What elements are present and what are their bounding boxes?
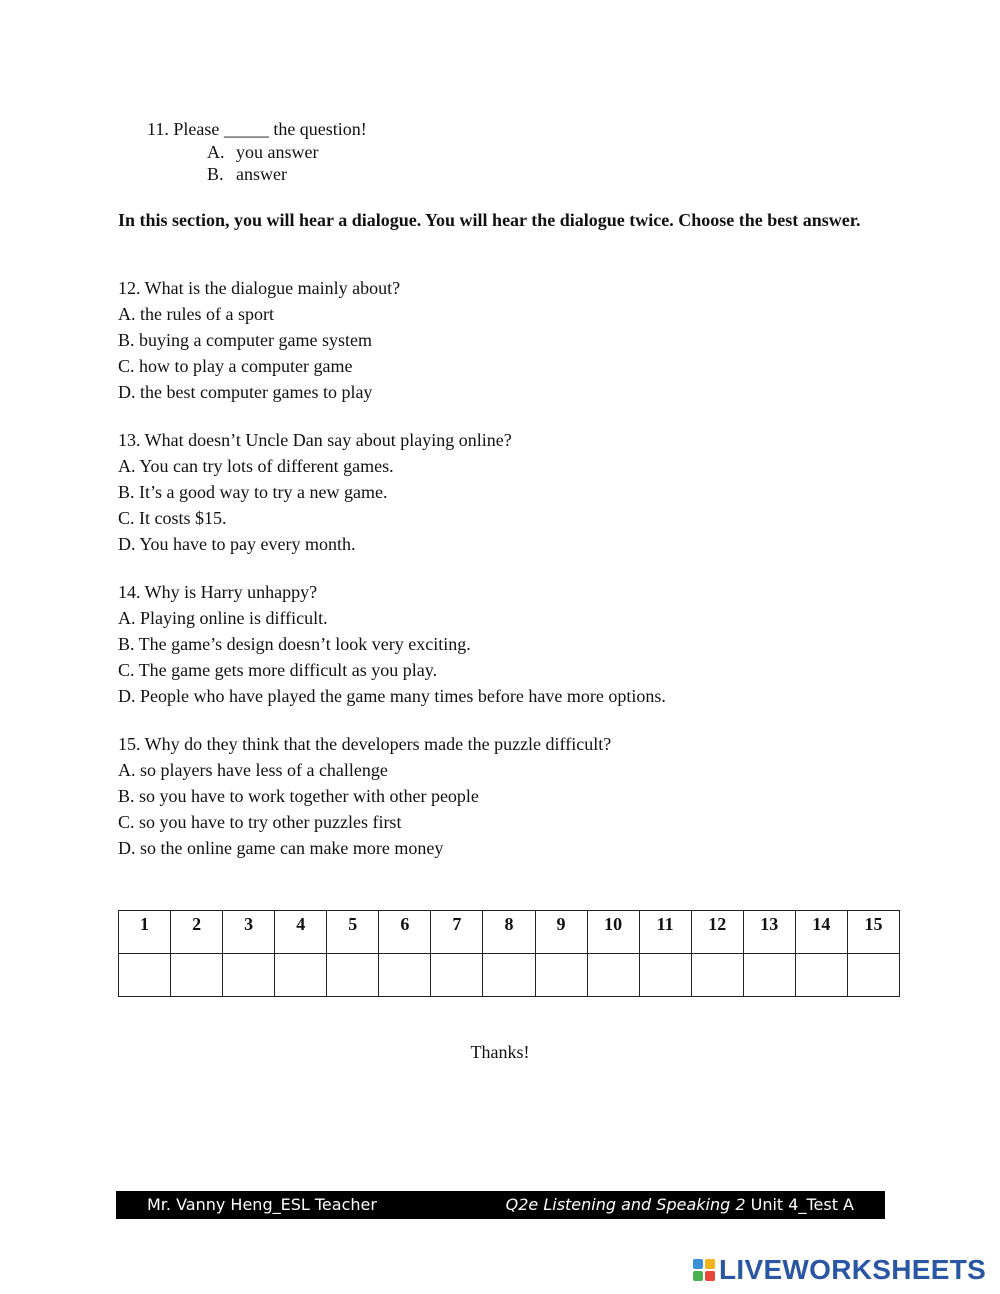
answer-number: 1 xyxy=(119,911,171,954)
answer-cell-13[interactable] xyxy=(743,954,795,997)
option-c[interactable]: C. how to play a computer game xyxy=(118,356,353,376)
option-c[interactable]: C. The game gets more difficult as you play. xyxy=(118,660,438,680)
answer-cell-7[interactable] xyxy=(431,954,483,997)
answer-number: 3 xyxy=(223,911,275,954)
answer-number: 10 xyxy=(587,911,639,954)
answer-grid-input-row xyxy=(119,954,900,997)
answer-number: 12 xyxy=(691,911,743,954)
answer-cell-9[interactable] xyxy=(535,954,587,997)
answer-number: 11 xyxy=(639,911,691,954)
answer-cell-14[interactable] xyxy=(795,954,847,997)
logo-square xyxy=(693,1259,703,1269)
footer-course-unit: Unit 4_Test A xyxy=(745,1195,854,1214)
option-d[interactable]: D. People who have played the game many times before have more options. xyxy=(118,686,666,706)
answer-number: 2 xyxy=(171,911,223,954)
closing-thanks: Thanks! xyxy=(470,1042,530,1062)
option-letter: B. xyxy=(207,164,224,184)
answer-cell-4[interactable] xyxy=(275,954,327,997)
option-b[interactable]: B. so you have to work together with other people xyxy=(118,786,479,806)
answer-cell-10[interactable] xyxy=(587,954,639,997)
footer-teacher: Mr. Vanny Heng_ESL Teacher xyxy=(147,1195,377,1214)
option-a[interactable]: A. the rules of a sport xyxy=(118,304,274,324)
answer-grid-header-row xyxy=(119,911,900,954)
answer-cell-12[interactable] xyxy=(691,954,743,997)
answer-grid xyxy=(118,910,900,997)
answer-number: 15 xyxy=(847,911,899,954)
question-15 xyxy=(118,731,611,861)
footer-course-title: Q2e Listening and Speaking 2 xyxy=(505,1195,746,1214)
logo-square xyxy=(705,1259,715,1269)
answer-cell-1[interactable] xyxy=(119,954,171,997)
option-d[interactable]: D. the best computer games to play xyxy=(118,382,373,402)
answer-number: 5 xyxy=(327,911,379,954)
answer-number: 9 xyxy=(535,911,587,954)
option-b[interactable]: B. The game’s design doesn’t look very exciting. xyxy=(118,634,471,654)
option-text: answer xyxy=(236,164,287,184)
option-a[interactable]: A. so players have less of a challenge xyxy=(118,760,388,780)
question-11-option-a[interactable] xyxy=(147,141,367,164)
answer-number: 8 xyxy=(483,911,535,954)
answer-number: 4 xyxy=(275,911,327,954)
question-stem: 15. Why do they think that the developers made the puzzle difficult? xyxy=(118,734,612,754)
option-d[interactable]: D. so the online game can make more money xyxy=(118,838,444,858)
footer-course xyxy=(506,1195,854,1214)
answer-number: 13 xyxy=(743,911,795,954)
answer-cell-3[interactable] xyxy=(223,954,275,997)
option-b[interactable]: B. It’s a good way to try a new game. xyxy=(118,482,388,502)
option-letter: A. xyxy=(207,141,225,162)
answer-cell-5[interactable] xyxy=(327,954,379,997)
section-instruction: In this section, you will hear a dialogue. You will hear the dialogue twice. Choose the best answer. xyxy=(118,210,861,230)
question-stem: 12. What is the dialogue mainly about? xyxy=(118,278,401,298)
brand-wordmark: LIVEWORKSHEETS xyxy=(719,1254,987,1285)
answer-number: 7 xyxy=(431,911,483,954)
question-stem: 13. What doesn’t Uncle Dan say about playing online? xyxy=(118,430,512,450)
liveworksheets-logo-icon xyxy=(693,1259,715,1281)
option-text: you answer xyxy=(236,141,319,162)
question-12 xyxy=(118,275,400,405)
answer-number: 6 xyxy=(379,911,431,954)
logo-square xyxy=(693,1271,703,1281)
question-14 xyxy=(118,579,666,709)
option-a[interactable]: A. Playing online is difficult. xyxy=(118,608,328,628)
option-c[interactable]: C. It costs $15. xyxy=(118,508,227,528)
answer-cell-15[interactable] xyxy=(847,954,899,997)
answer-cell-6[interactable] xyxy=(379,954,431,997)
answer-cell-2[interactable] xyxy=(171,954,223,997)
option-a[interactable]: A. You can try lots of different games. xyxy=(118,456,394,476)
option-c[interactable]: C. so you have to try other puzzles first xyxy=(118,812,402,832)
question-stem: 14. Why is Harry unhappy? xyxy=(118,582,318,602)
logo-square xyxy=(705,1271,715,1281)
answer-cell-8[interactable] xyxy=(483,954,535,997)
question-11-option-b[interactable] xyxy=(147,163,367,186)
question-11-stem: 11. Please _____ the question! xyxy=(147,119,367,139)
answer-cell-11[interactable] xyxy=(639,954,691,997)
liveworksheets-brand[interactable] xyxy=(693,1255,986,1285)
page-footer xyxy=(116,1191,885,1219)
option-b[interactable]: B. buying a computer game system xyxy=(118,330,372,350)
question-11 xyxy=(147,118,367,186)
option-d[interactable]: D. You have to pay every month. xyxy=(118,534,356,554)
question-13 xyxy=(118,427,512,557)
answer-number: 14 xyxy=(795,911,847,954)
